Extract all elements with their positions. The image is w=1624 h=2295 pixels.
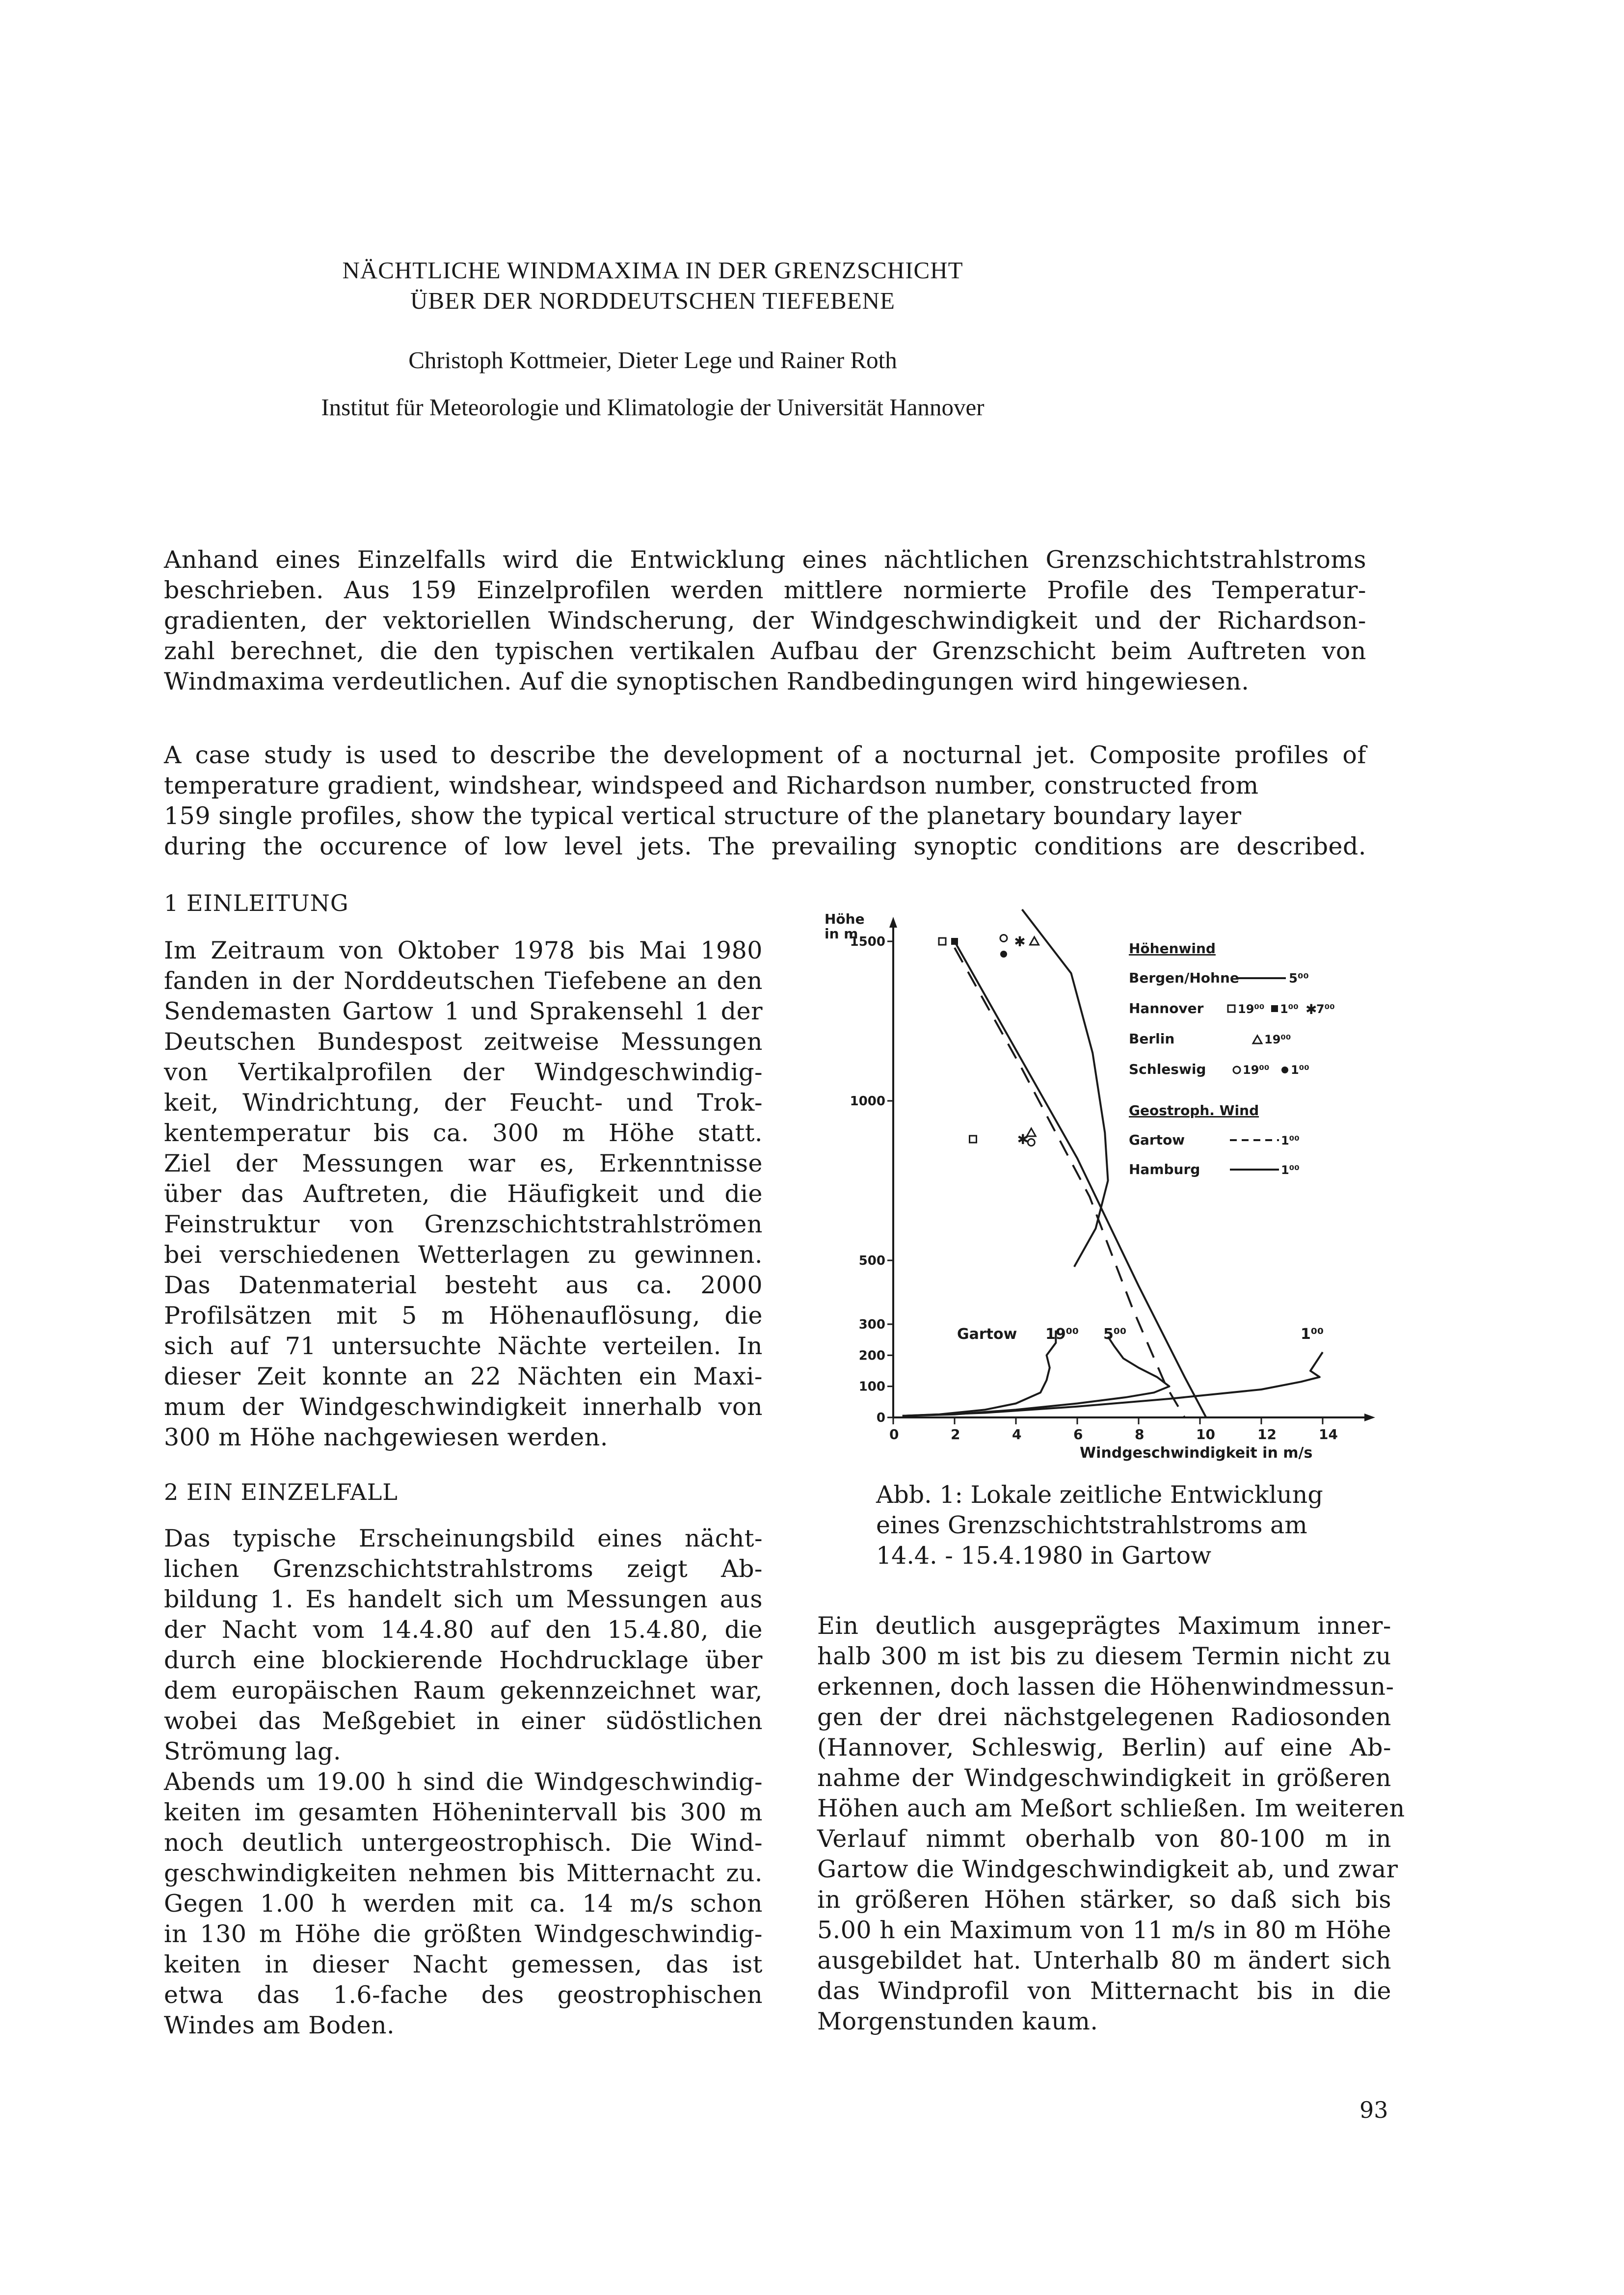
right-line: ausgebildet hat. Unterhalb 80 m ändert sich [817,1947,1391,1975]
right-line: in größeren Höhen stärker, so daß sich bis [817,1886,1391,1914]
section-2-line: in 130 m Höhe die größten Windgeschwindig- [164,1920,763,1948]
legend-berlin: Berlin [1129,1031,1175,1047]
x-axis-label: Windgeschwindigkeit in m/s [1080,1444,1313,1462]
legend-bergen: Bergen/Hohne [1129,970,1239,986]
series-line [1022,909,1108,1267]
curve-label-1: 1⁰⁰ [1301,1326,1324,1343]
data-marker [1028,1139,1035,1146]
page-number: 93 [1359,2097,1388,2123]
legend-bergen-time: 5⁰⁰ [1289,971,1309,986]
curve-label-19: 19⁰⁰ [1045,1326,1079,1343]
abstract-en-line: temperature gradient, windshear, windspeed and Richardson number, constructed from [164,772,1259,800]
abstract-en-line: A case study is used to describe the development of a nocturnal jet. Composite profiles of [164,741,1366,769]
y-tick-label: 300 [858,1317,885,1332]
section-2-line: lichen Grenzschichtstrahlstroms zeigt Ab- [164,1555,763,1583]
section-1-line: sich auf 71 untersuchte Nächte verteilen. In [164,1332,763,1360]
title-line-1: NÄCHTLICHE WINDMAXIMA IN DER GRENZSCHICHT [342,257,963,284]
figure-wind-profiles [805,893,1384,1472]
section-2-line: wobei das Meßgebiet in einer südöstlichen [164,1707,763,1735]
right-line: das Windprofil von Mitternacht bis in die [817,1977,1391,2005]
section-2-line: Abends um 19.00 h sind die Windgeschwindig- [164,1768,763,1796]
series-line [903,1331,1056,1416]
section-1-line: Feinstruktur von Grenzschichtstrahlströmen [164,1210,763,1238]
legend-hannover-time-3: 7⁰⁰ [1316,1002,1335,1016]
section-1-line: von Vertikalprofilen der Windgeschwindig- [164,1058,763,1086]
caption-line: eines Grenzschichtstrahlstroms am [876,1511,1307,1539]
section-1-line: fanden in der Norddeutschen Tiefebene an den [164,967,763,995]
abstract-en-line: during the occurence of low level jets. The prevailing synoptic conditions are described. [164,832,1366,860]
right-line: Gartow die Windgeschwindigkeit ab, und zwar [817,1855,1398,1883]
section-1-line: Ziel der Messungen war es, Erkenntnisse [164,1149,763,1177]
right-column-body [817,1611,1405,2037]
section-1-line: Sendemasten Gartow 1 und Sprakensehl 1 der [164,997,763,1025]
right-line: (Hannover, Schleswig, Berlin) auf eine Ab- [817,1734,1391,1761]
curve-label-gartow: Gartow [957,1326,1017,1343]
legend-title-hoehenwind: Höhenwind [1129,940,1216,957]
abstract-de-line: beschrieben. Aus 159 Einzelprofilen werden mittlere normierte Profile des Temperatur- [164,576,1366,604]
section-2-line: der Nacht vom 14.4.80 auf den 15.4.80, die [164,1616,763,1644]
data-marker: ✱ [1017,1131,1029,1148]
section-2-line: keiten im gesamten Höhenintervall bis 300 m [164,1798,763,1826]
section-1-line: bei verschiedenen Wetterlagen zu gewinnen. [164,1241,763,1269]
right-line: Höhen auch am Meßort schließen. Im weiteren [817,1794,1405,1822]
square-filled-icon [1271,1005,1278,1012]
caption-line: Abb. 1: Lokale zeitliche Entwicklung [876,1481,1323,1509]
legend-gartow: Gartow [1129,1132,1185,1148]
section-2-line: Strömung lag. [164,1737,342,1765]
y-tick-label: 0 [876,1411,885,1425]
section-2-line: geschwindigkeiten nehmen bis Mitternacht zu. [164,1859,763,1887]
series-line [903,1336,1170,1416]
section-1-line: Im Zeitraum von Oktober 1978 bis Mai 1980 [164,936,763,964]
section-2-line: noch deutlich untergeostrophisch. Die Wind- [164,1829,763,1857]
section-2-heading: 2 EIN EINZELFALL [164,1479,398,1505]
legend-hannover: Hannover [1129,1000,1204,1016]
abstract-de-line: Anhand eines Einzelfalls wird die Entwicklung eines nächtlichen Grenzschichtstrahlstroms [164,546,1366,574]
circle-filled-icon [1281,1067,1288,1073]
title-line-2: ÜBER DER NORDDEUTSCHEN TIEFEBENE [410,287,895,314]
data-marker: ✱ [1014,934,1026,950]
section-1-line: mum der Windgeschwindigkeit innerhalb von [164,1393,763,1421]
x-tick-label: 2 [951,1426,960,1442]
y-axis-label-1: Höhe [825,911,865,927]
x-tick-label: 4 [1012,1426,1022,1442]
legend-gartow-time: 1⁰⁰ [1281,1134,1300,1148]
star-icon: ✱ [1305,1001,1317,1017]
section-2-line: Gegen 1.00 h werden mit ca. 14 m/s schon [164,1890,763,1918]
section-1-line: 300 m Höhe nachgewiesen werden. [164,1423,608,1451]
legend-title-geostroph: Geostroph. Wind [1129,1102,1259,1119]
section-1-line: Das Datenmaterial besteht aus ca. 2000 [164,1271,763,1299]
legend-hannover-time-2: 1⁰⁰ [1280,1002,1299,1016]
section-1-heading: 1 EINLEITUNG [164,890,349,916]
section-2-body [164,1523,763,2041]
section-1-line: über das Auftreten, die Häufigkeit und die [164,1180,763,1208]
right-line: halb 300 m ist bis zu diesem Termin nicht zu [817,1642,1391,1670]
series-line [903,1352,1323,1416]
y-axis-arrow-icon [889,917,897,928]
y-tick-label: 1500 [850,934,885,949]
data-marker [951,938,958,945]
section-2-line: etwa das 1.6-fache des geostrophischen [164,1981,763,2009]
section-2-line: Windes am Boden. [164,2011,395,2039]
right-line: erkennen, doch lassen die Höhenwindmessun- [817,1673,1394,1701]
legend-schleswig: Schleswig [1129,1061,1206,1077]
series-line [955,948,1185,1417]
abstract-de [164,545,1366,697]
abstract-en-line: 159 single profiles, show the typical vertical structure of the planetary boundary layer [164,802,1242,830]
section-1-line: keit, Windrichtung, der Feucht- und Trok- [164,1089,763,1117]
triangle-icon [1253,1036,1262,1043]
section-1-line: Profilsätzen mit 5 m Höhenauflösung, die [164,1302,763,1330]
right-line: 5.00 h ein Maximum von 11 m/s in 80 m Höhe [817,1916,1391,1944]
section-1-body [164,935,763,1453]
abstract-de-line: Windmaxima verdeutlichen. Auf die synoptischen Randbedingungen wird hingewiesen. [164,667,1250,695]
legend-schleswig-time-2: 1⁰⁰ [1291,1063,1309,1077]
figure-caption [876,1480,1323,1571]
y-tick-label: 500 [858,1254,885,1268]
x-tick-label: 10 [1196,1426,1215,1442]
x-tick-label: 14 [1319,1426,1338,1442]
legend-hamburg: Hamburg [1129,1161,1200,1177]
legend-hamburg-time: 1⁰⁰ [1281,1163,1300,1177]
legend [1129,940,1335,1177]
legend-hannover-time-1: 19⁰⁰ [1238,1002,1265,1016]
legend-schleswig-time-1: 19⁰⁰ [1243,1063,1270,1077]
data-marker [1000,935,1007,942]
right-line: gen der drei nächstgelegenen Radiosonden [817,1703,1391,1731]
y-tick-label: 200 [858,1348,885,1363]
section-1-line: Deutschen Bundespost zeitweise Messungen [164,1028,763,1056]
square-open-icon [1228,1005,1235,1012]
x-tick-label: 0 [889,1426,899,1442]
right-line: nahme der Windgeschwindigkeit in größeren [817,1764,1391,1792]
y-tick-label: 100 [858,1379,885,1394]
abstract-en [164,740,1366,862]
x-tick-label: 8 [1135,1426,1145,1442]
y-axis-label-2: in m [825,926,858,942]
curve-label-5: 5⁰⁰ [1103,1326,1127,1343]
right-line: Morgenstunden kaum. [817,2007,1098,2035]
section-2-line: bildung 1. Es handelt sich um Messungen aus [164,1585,763,1613]
data-marker [1000,951,1007,958]
data-marker [1030,937,1039,945]
right-line: Ein deutlich ausgeprägtes Maximum inner- [817,1612,1391,1640]
section-2-line: Das typische Erscheinungsbild eines nächt- [164,1524,763,1552]
section-1-line: kentemperatur bis ca. 300 m Höhe statt. [164,1119,763,1147]
abstract-de-line: gradienten, der vektoriellen Windscherung, der Windgeschwindigkeit und der Richardson- [164,607,1366,635]
x-axis-arrow-icon [1364,1414,1375,1421]
section-1-line: dieser Zeit konnte an 22 Nächten ein Maxi- [164,1362,763,1390]
authors: Christoph Kottmeier, Dieter Lege und Rainer Roth [408,347,897,374]
right-line: Verlauf nimmt oberhalb von 80-100 m in [817,1825,1391,1853]
circle-open-icon [1233,1067,1240,1073]
caption-line: 14.4. - 15.4.1980 in Gartow [876,1542,1212,1570]
section-2-line: keiten in dieser Nacht gemessen, das ist [164,1950,763,1978]
x-tick-label: 6 [1073,1426,1083,1442]
paper-title [0,255,1305,316]
x-tick-label: 12 [1257,1426,1277,1442]
section-2-line: durch eine blockierende Hochdrucklage über [164,1646,763,1674]
abstract-de-line: zahl berechnet, die den typischen vertikalen Aufbau der Grenzschicht beim Auftreten von [164,637,1366,665]
data-marker [939,938,946,945]
institute: Institut für Meteorologie und Klimatologie der Universität Hannover [321,394,985,421]
section-2-line: dem europäischen Raum gekennzeichnet war, [164,1677,763,1705]
y-tick-label: 1000 [850,1094,885,1109]
legend-berlin-time: 19⁰⁰ [1264,1033,1291,1046]
data-marker [970,1136,977,1143]
